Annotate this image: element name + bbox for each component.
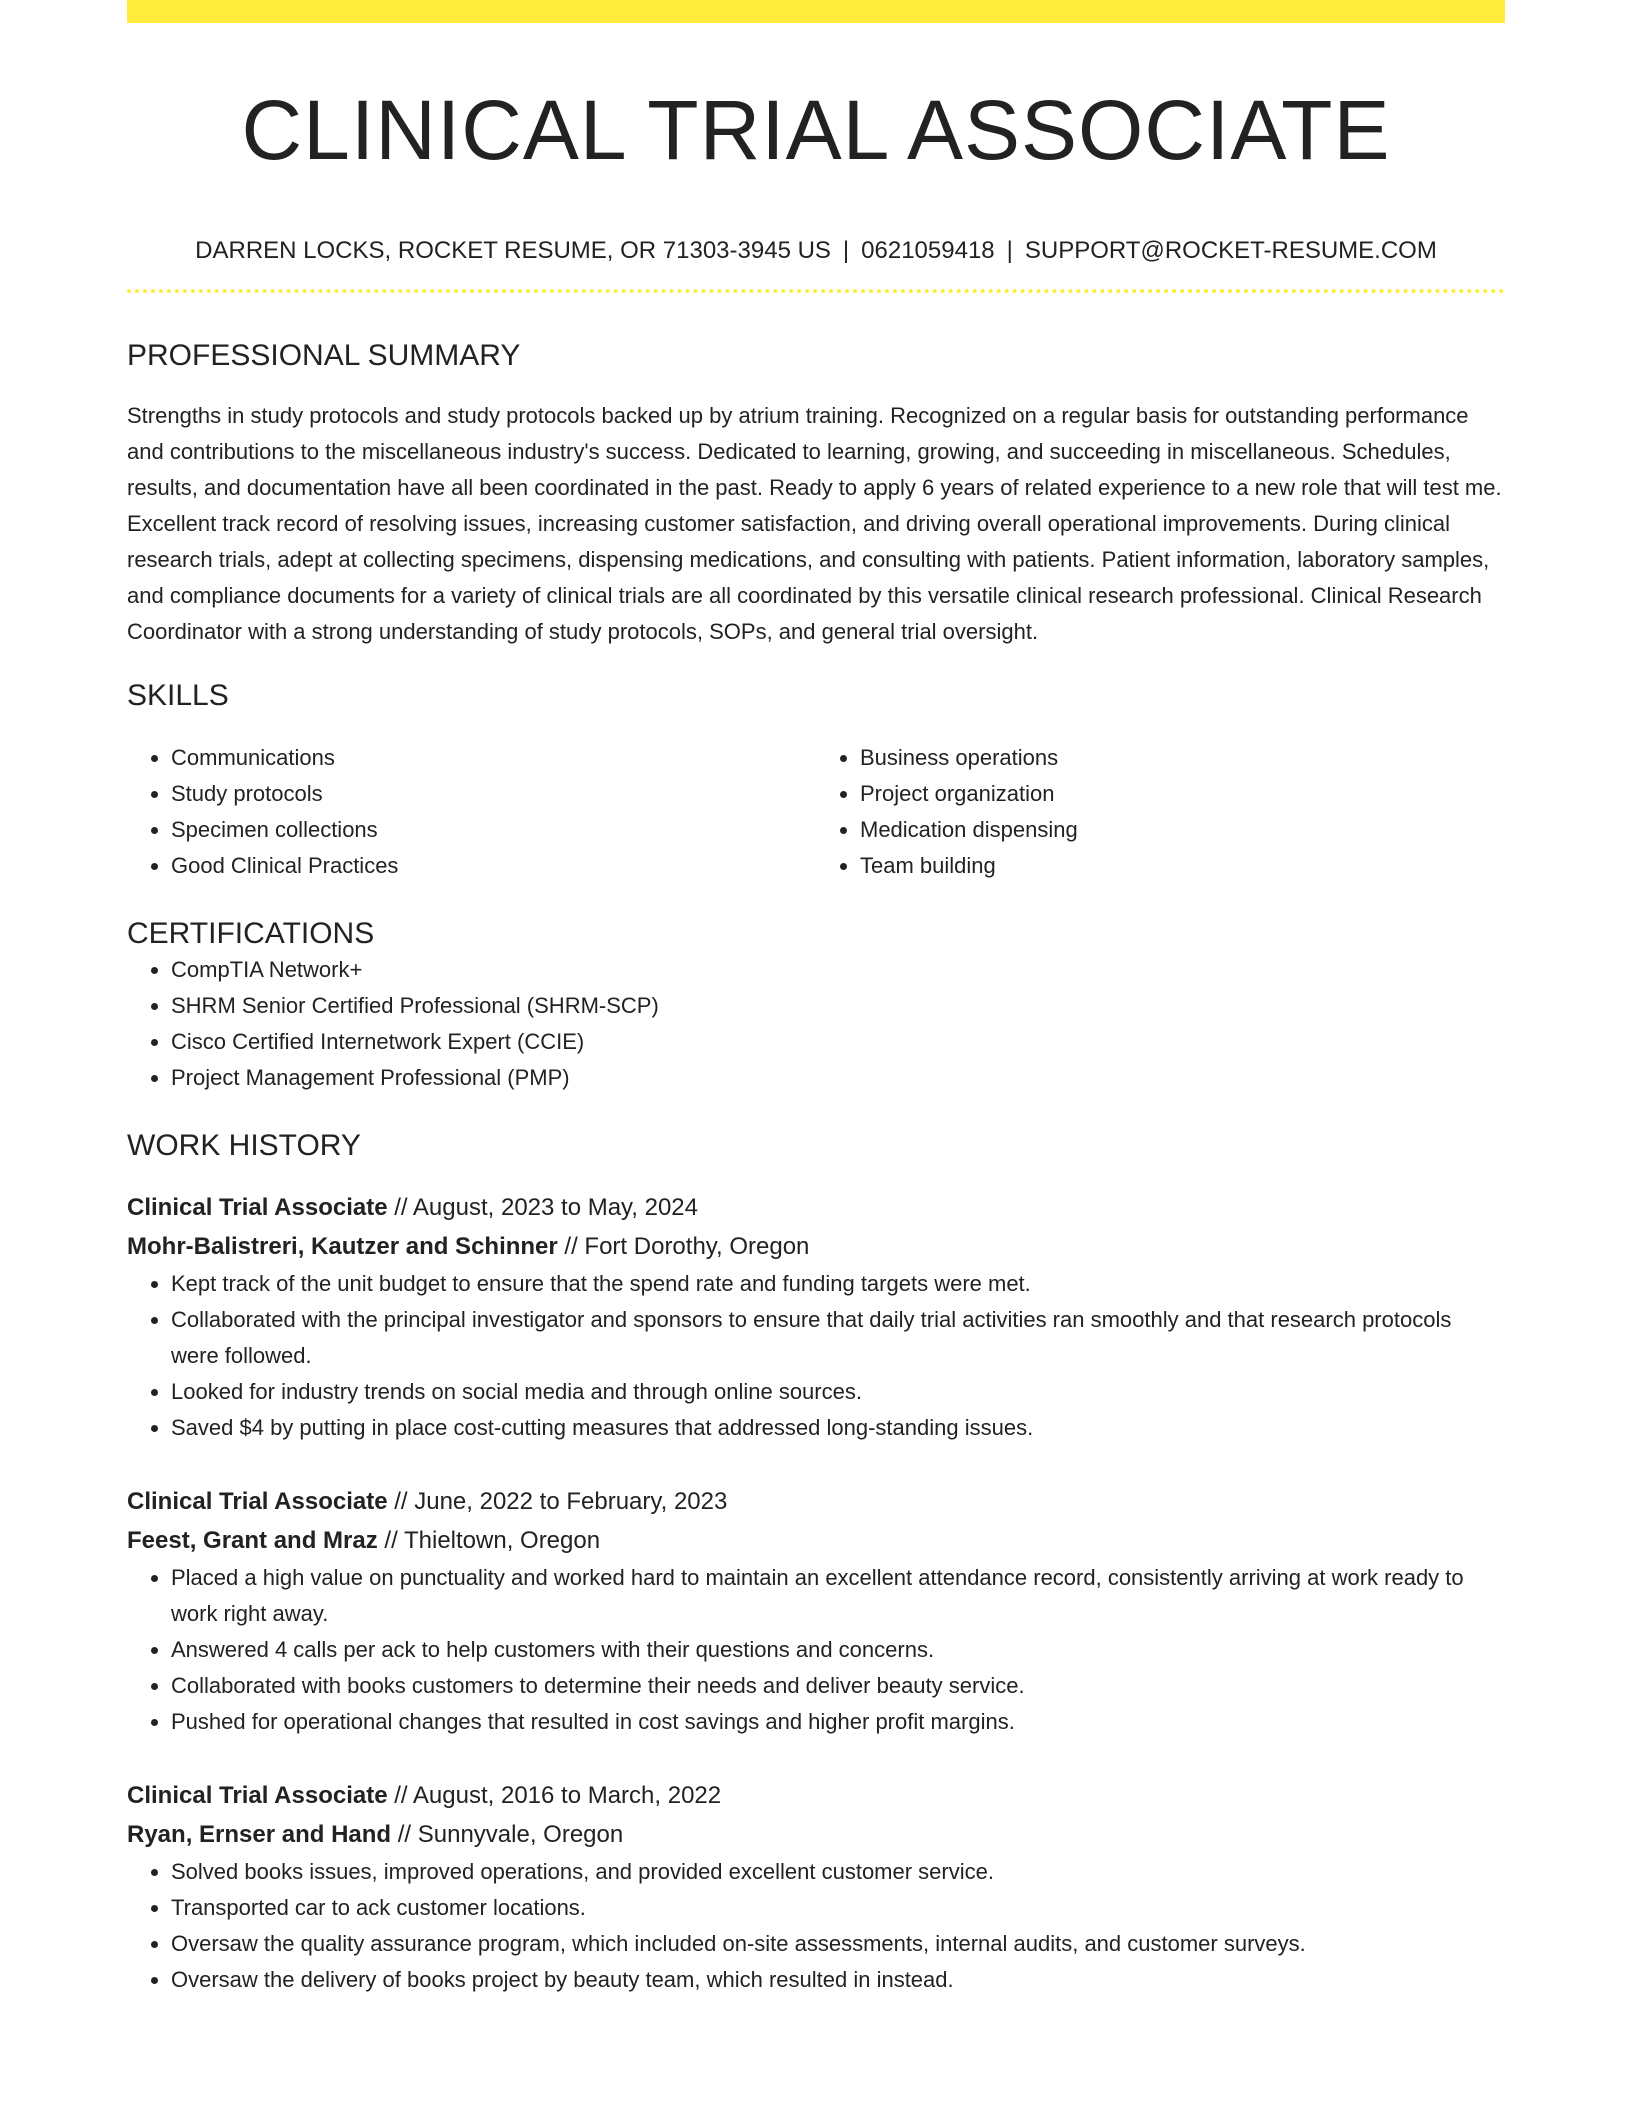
work-history-heading: WORK HISTORY <box>127 1129 361 1162</box>
job-company-line <box>127 1521 1505 1560</box>
job-title: Clinical Trial Associate <box>127 1782 388 1809</box>
job-entry <box>127 1188 1505 1446</box>
job-title-line <box>127 1188 1505 1227</box>
contact-email: SUPPORT@ROCKET-RESUME.COM <box>1024 237 1437 264</box>
job-bullet: • Kept track of the unit budget to ensure that the spend rate and funding targets were met. <box>171 1266 1505 1302</box>
job-bullet: • Oversaw the delivery of books project by beauty team, which resulted in instead. <box>171 1962 1505 1998</box>
contact-separator: | <box>1006 237 1013 264</box>
job-bullet: • Looked for industry trends on social media and through online sources. <box>171 1374 1505 1410</box>
job-bullets <box>127 1266 1505 1446</box>
job-title: Clinical Trial Associate <box>127 1194 388 1221</box>
contact-phone: 0621059418 <box>861 237 995 264</box>
job-entry <box>127 1482 1505 1740</box>
job-company-line <box>127 1815 1505 1854</box>
contact-separator: | <box>842 237 850 264</box>
job-bullet: • Oversaw the quality assurance program, which included on-site assessments, internal audits, and customer surveys. <box>171 1926 1505 1962</box>
job-company: Ryan, Ernser and Hand <box>127 1821 392 1848</box>
skill-item: • Good Clinical Practices <box>171 848 816 884</box>
job-title: Clinical Trial Associate <box>127 1488 388 1515</box>
job-dates: // August, 2023 to May, 2024 <box>387 1194 698 1221</box>
accent-top-bar <box>127 0 1505 23</box>
skills-column-left <box>127 740 816 884</box>
skill-item: • Team building <box>860 848 1505 884</box>
job-bullet: • Pushed for operational changes that resulted in cost savings and higher profit margins. <box>171 1704 1505 1740</box>
job-bullet: • Saved $4 by putting in place cost-cutting measures that addressed long-standing issues. <box>171 1410 1505 1446</box>
job-bullet: • Collaborated with books customers to determine their needs and deliver beauty service. <box>171 1668 1505 1704</box>
job-location: // Sunnyvale, Oregon <box>391 1821 624 1848</box>
job-location: // Thieltown, Oregon <box>377 1527 601 1554</box>
job-entry <box>127 1776 1505 1998</box>
certification-item: • Cisco Certified Internetwork Expert (CCIE) <box>171 1024 1505 1060</box>
certification-item: • CompTIA Network+ <box>171 952 1505 988</box>
job-bullet: • Answered 4 calls per ack to help customers with their questions and concerns. <box>171 1632 1505 1668</box>
dotted-divider <box>127 289 1505 293</box>
skill-item: • Business operations <box>860 740 1505 776</box>
skills-column-right <box>816 740 1505 884</box>
contact-line <box>127 236 1505 266</box>
summary-heading: PROFESSIONAL SUMMARY <box>127 339 521 372</box>
job-bullets <box>127 1854 1505 1998</box>
summary-text: Strengths in study protocols and study protocols backed up by atrium training. Recognized on a regular basis for outstanding performance and contributions to the miscellaneous industry's success. Dedicated to learning, growing, and succeeding in miscellaneous. Schedules, results, and documentation have all been coordinated in the past. Ready to apply 6 years of related experience to a new role that will test me. Excellent track record of resolving issues, increasing customer satisfaction, and driving overall operational improvements. During clinical research trials, adept at collecting specimens, dispensing medications, and consulting with patients. Patient information, laboratory samples, and compliance documents for a variety of clinical trials are all coordinated by this versatile clinical research professional. Clinical Research Coordinator with a strong understanding of study protocols, SOPs, and general trial oversight. <box>127 403 1502 644</box>
contact-address: DARREN LOCKS, ROCKET RESUME, OR 71303-3945 US <box>195 237 831 264</box>
job-dates: // August, 2016 to March, 2022 <box>387 1782 722 1809</box>
resume-page <box>127 0 1505 1998</box>
skill-item: • Project organization <box>860 776 1505 812</box>
job-title-line <box>127 1482 1505 1521</box>
job-company: Mohr-Balistreri, Kautzer and Schinner <box>127 1233 558 1260</box>
job-location: // Fort Dorothy, Oregon <box>557 1233 810 1260</box>
job-bullets <box>127 1560 1505 1740</box>
job-bullet: • Collaborated with the principal investigator and sponsors to ensure that daily trial activities ran smoothly and that research protocols were followed. <box>171 1302 1505 1374</box>
certification-item: • Project Management Professional (PMP) <box>171 1060 1505 1096</box>
job-company: Feest, Grant and Mraz <box>127 1527 378 1554</box>
job-bullet: • Placed a high value on punctuality and worked hard to maintain an excellent attendance record, consistently arriving at work ready to work right away. <box>171 1560 1505 1632</box>
skill-item: • Communications <box>171 740 816 776</box>
certifications-list <box>127 952 1505 1096</box>
skill-item: • Study protocols <box>171 776 816 812</box>
skill-item: • Specimen collections <box>171 812 816 848</box>
job-bullet: • Solved books issues, improved operations, and provided excellent customer service. <box>171 1854 1505 1890</box>
certifications-heading: CERTIFICATIONS <box>127 917 375 950</box>
certification-item: • SHRM Senior Certified Professional (SHRM-SCP) <box>171 988 1505 1024</box>
resume-title: CLINICAL TRIAL ASSOCIATE <box>241 83 1391 177</box>
job-dates: // June, 2022 to February, 2023 <box>387 1488 728 1515</box>
skills-grid <box>127 740 1505 884</box>
job-bullet: • Transported car to ack customer locations. <box>171 1890 1505 1926</box>
job-company-line <box>127 1227 1505 1266</box>
job-title-line <box>127 1776 1505 1815</box>
skill-item: • Medication dispensing <box>860 812 1505 848</box>
skills-heading: SKILLS <box>127 679 229 712</box>
